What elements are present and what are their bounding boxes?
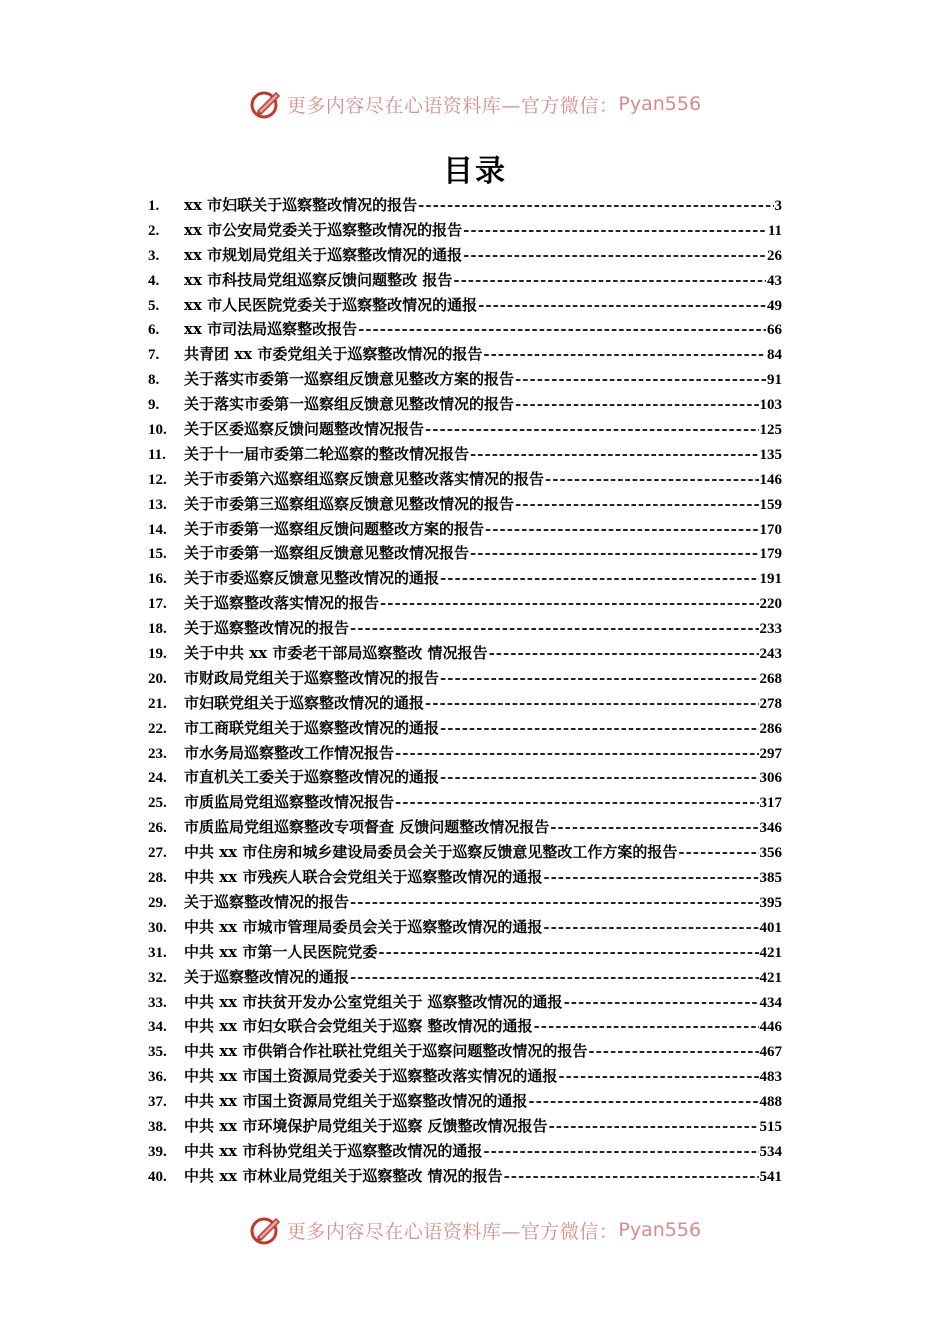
- toc-entry-number: 35.: [148, 1044, 167, 1061]
- toc-entry-page: 395: [759, 894, 782, 911]
- toc-entry-page: 286: [759, 720, 782, 737]
- toc-entry-title: 关于区委巡察反馈问题整改情况报告: [184, 420, 425, 439]
- toc-entry-page: 191: [759, 571, 782, 588]
- toc-entry-number: 39.: [148, 1143, 167, 1160]
- toc-entry-page: 346: [759, 820, 782, 837]
- toc-dot-leader: [463, 221, 767, 239]
- toc-entry-page: 220: [759, 596, 782, 613]
- toc-entry-title: 关于十一届市委第二轮巡察的整改情况报告: [184, 444, 470, 463]
- toc-entry[interactable]: [148, 1040, 782, 1065]
- toc-entry-number: 4.: [148, 272, 160, 289]
- toc-entry-number: 1.: [148, 198, 160, 214]
- toc-entry[interactable]: [148, 244, 782, 269]
- toc-entry-title: 关于落实市委第一巡察组反馈意见整改情况的报告: [184, 395, 515, 414]
- toc-entry[interactable]: [148, 468, 782, 493]
- toc-entry-page: 43: [767, 272, 782, 289]
- toc-entry-title: 共青团 xx 市委党组关于巡察整改情况的报告: [184, 345, 483, 364]
- toc-entry[interactable]: [148, 418, 782, 443]
- toc-entry[interactable]: [148, 866, 782, 891]
- toc-entry-number: 29.: [148, 894, 167, 911]
- toc-entry-number: 14.: [148, 521, 167, 538]
- toc-dot-leader: [463, 246, 766, 264]
- toc-dot-leader: [440, 569, 758, 587]
- toc-entry-title: 中共 xx 市环境保护局党组关于巡察 反馈整改情况报告: [184, 1116, 548, 1135]
- toc-entry-number: 3.: [148, 247, 160, 264]
- toc-entry-number: 16.: [148, 571, 167, 588]
- toc-dot-leader: [453, 271, 766, 289]
- toc-entry[interactable]: [148, 841, 782, 866]
- toc-entry[interactable]: [148, 642, 782, 667]
- toc-entry-number: 13.: [148, 496, 167, 513]
- toc-entry-number: 33.: [148, 994, 167, 1011]
- toc-dot-leader: [440, 768, 758, 786]
- toc-dot-leader: [558, 1067, 758, 1085]
- toc-dot-leader: [440, 719, 758, 737]
- toc-entry-number: 22.: [148, 720, 167, 737]
- toc-entry-page: 515: [759, 1118, 782, 1135]
- toc-entry-title: 关于市委第三巡察组巡察反馈意见整改情况的报告: [184, 494, 515, 513]
- toc-entry-page: 297: [759, 745, 782, 762]
- toc-entry-page: 268: [759, 670, 782, 687]
- toc-entry[interactable]: [148, 941, 782, 966]
- toc-entry-title: xx 市人民医院党委关于巡察整改情况的通报: [184, 295, 478, 314]
- banner-text: 更多内容尽在心语资料库—官方微信：: [286, 1220, 619, 1243]
- toc-entry[interactable]: [148, 294, 782, 319]
- toc-dot-leader: [489, 644, 759, 662]
- toc-entry-title: 关于市委第一巡察组反馈意见整改情况报告: [184, 544, 470, 563]
- toc-entry-page: 84: [767, 347, 782, 364]
- toc-entry-number: 27.: [148, 845, 167, 862]
- toc-entry-title: xx 市司法局巡察整改报告: [184, 320, 358, 339]
- toc-entry-number: 31.: [148, 944, 167, 961]
- toc-dot-leader: [483, 1142, 758, 1160]
- toc-entry[interactable]: [148, 966, 782, 991]
- toc-entry-number: 34.: [148, 1019, 167, 1036]
- toc-dot-leader: [504, 1167, 759, 1185]
- toc-entry[interactable]: [148, 368, 782, 393]
- toc-entry-title: 关于落实市委第一巡察组反馈意见整改方案的报告: [184, 370, 515, 389]
- header-banner: [0, 86, 950, 122]
- toc-entry-title: xx 市妇联关于巡察整改情况的报告: [184, 196, 418, 214]
- toc-entry-page: 11: [767, 222, 782, 239]
- toc-entry-title: 中共 xx 市妇女联合会党组关于巡察 整改情况的通报: [184, 1017, 533, 1036]
- toc-entry-page: 306: [759, 770, 782, 787]
- footer-banner: [0, 1212, 950, 1248]
- toc-dot-leader: [425, 420, 758, 438]
- toc-entry[interactable]: [148, 1115, 782, 1140]
- toc-entry-page: 446: [759, 1019, 782, 1036]
- toc-entry-title: 市财政局党组关于巡察整改情况的报告: [184, 668, 440, 687]
- toc-entry-number: 8.: [148, 372, 160, 389]
- toc-dot-leader: [515, 395, 758, 413]
- toc-entry-page: 421: [759, 969, 782, 986]
- toc-entry-number: 7.: [148, 347, 160, 364]
- toc-entry-page: 421: [759, 944, 782, 961]
- toc-entry[interactable]: [148, 991, 782, 1016]
- toc-entry-number: 38.: [148, 1118, 167, 1135]
- toc-entry-title: 中共 xx 市第一人民医院党委: [184, 942, 378, 961]
- toc-entry-title: 中共 xx 市供销合作社联社党组关于巡察问题整改情况的报告: [184, 1042, 588, 1061]
- toc-entry-title: 关于巡察整改情况的报告: [184, 892, 350, 911]
- toc-entry-number: 11.: [148, 446, 166, 463]
- toc-entry-title: 中共 xx 市国土资源局党组关于巡察整改情况的通报: [184, 1092, 528, 1111]
- toc-dot-leader: [395, 744, 758, 762]
- table-of-contents: [148, 194, 782, 1190]
- toc-dot-leader: [564, 993, 759, 1011]
- toc-entry-title: 中共 xx 市城市管理局委员会关于巡察整改情况的通报: [184, 917, 543, 936]
- toc-entry-title: 市质监局党组巡察整改情况报告: [184, 793, 395, 812]
- toc-entry[interactable]: [148, 1015, 782, 1040]
- toc-entry-number: 37.: [148, 1094, 167, 1111]
- toc-entry[interactable]: [148, 269, 782, 294]
- toc-dot-leader: [483, 345, 766, 363]
- toc-entry-title: xx 市公安局党委关于巡察整改情况的报告: [184, 220, 463, 239]
- toc-dot-leader: [678, 843, 758, 861]
- toc-entry[interactable]: [148, 443, 782, 468]
- toc-entry-title: 中共 xx 市住房和城乡建设局委员会关于巡察反馈意见整改工作方案的报告: [184, 843, 678, 862]
- toc-entry[interactable]: [148, 916, 782, 941]
- toc-entry[interactable]: [148, 219, 782, 244]
- toc-entry-number: 12.: [148, 471, 167, 488]
- toc-entry-page: 233: [759, 621, 782, 638]
- toc-entry-page: 434: [759, 994, 782, 1011]
- toc-entry-title: 关于市委巡察反馈意见整改情况的通报: [184, 569, 440, 588]
- toc-entry-number: 28.: [148, 870, 167, 887]
- toc-entry-page: 159: [759, 496, 782, 513]
- toc-entry[interactable]: [148, 1090, 782, 1115]
- toc-entry[interactable]: [148, 393, 782, 418]
- toc-dot-leader: [425, 694, 758, 712]
- toc-dot-leader: [350, 968, 758, 986]
- toc-entry-number: 40.: [148, 1168, 167, 1185]
- toc-entry-page: 135: [759, 446, 782, 463]
- toc-entry-page: 103: [759, 397, 782, 414]
- toc-entry-number: 5.: [148, 297, 160, 314]
- toc-entry-page: 541: [759, 1168, 782, 1185]
- toc-entry-number: 21.: [148, 695, 167, 712]
- banner-text: 更多内容尽在心语资料库—官方微信：: [286, 94, 619, 117]
- pen-logo-icon: [249, 1213, 283, 1247]
- toc-entry-title: 关于巡察整改落实情况的报告: [184, 594, 380, 613]
- toc-entry[interactable]: [148, 318, 782, 343]
- toc-entry-title: 关于中共 xx 市委老干部局巡察整改 情况报告: [184, 644, 488, 663]
- toc-dot-leader: [515, 495, 758, 513]
- toc-dot-leader: [440, 669, 758, 687]
- toc-entry-title: 中共 xx 市扶贫开发办公室党组关于 巡察整改情况的通报: [184, 992, 563, 1011]
- toc-entry-title: 中共 xx 市科协党组关于巡察整改情况的通报: [184, 1141, 483, 1160]
- toc-entry[interactable]: [148, 1065, 782, 1090]
- toc-entry-page: 385: [759, 870, 782, 887]
- toc-entry-title: 市直机关工委关于巡察整改情况的通报: [184, 768, 440, 787]
- toc-entry-page: 91: [767, 372, 782, 389]
- toc-entry[interactable]: [148, 742, 782, 767]
- toc-entry-page: 243: [759, 646, 782, 663]
- toc-dot-leader: [588, 1042, 758, 1060]
- toc-entry-title: xx 市科技局党组巡察反馈问题整改 报告: [184, 270, 453, 289]
- toc-entry-number: 32.: [148, 969, 167, 986]
- toc-dot-leader: [543, 868, 758, 886]
- toc-dot-leader: [534, 1017, 759, 1035]
- toc-entry-number: 9.: [148, 397, 160, 414]
- toc-dot-leader: [478, 296, 766, 314]
- toc-entry-number: 2.: [148, 222, 160, 239]
- toc-dot-leader: [418, 196, 773, 214]
- toc-entry-title: xx 市规划局党组关于巡察整改情况的通报: [184, 245, 463, 264]
- toc-entry-number: 30.: [148, 919, 167, 936]
- toc-entry[interactable]: [148, 1165, 782, 1190]
- page-title: 目录: [443, 154, 507, 189]
- toc-dot-leader: [528, 1092, 758, 1110]
- toc-entry-page: 66: [767, 322, 782, 339]
- toc-entry[interactable]: [148, 518, 782, 543]
- pen-logo-icon: [249, 87, 283, 121]
- banner-wechat-id: Pyan556: [618, 93, 702, 115]
- toc-entry-page: 146: [759, 471, 782, 488]
- toc-entry-number: 24.: [148, 770, 167, 787]
- toc-entry-page: 356: [759, 845, 782, 862]
- toc-entry[interactable]: [148, 791, 782, 816]
- toc-dot-leader: [350, 619, 758, 637]
- toc-entry-title: 中共 xx 市残疾人联合会党组关于巡察整改情况的通报: [184, 868, 543, 887]
- toc-entry-page: 401: [759, 919, 782, 936]
- toc-entry-number: 18.: [148, 621, 167, 638]
- toc-entry-title: 市质监局党组巡察整改专项督查 反馈问题整改情况报告: [184, 818, 550, 837]
- toc-entry[interactable]: [148, 816, 782, 841]
- toc-entry[interactable]: [148, 343, 782, 368]
- toc-entry[interactable]: [148, 493, 782, 518]
- toc-entry[interactable]: [148, 1140, 782, 1165]
- toc-entry-page: 49: [767, 297, 782, 314]
- toc-entry[interactable]: [148, 194, 782, 219]
- toc-dot-leader: [550, 818, 758, 836]
- toc-dot-leader: [380, 594, 758, 612]
- toc-dot-leader: [543, 918, 758, 936]
- toc-entry-page: 317: [759, 795, 782, 812]
- toc-entry-page: 125: [759, 422, 782, 439]
- toc-entry-page: 467: [759, 1044, 782, 1061]
- toc-entry[interactable]: [148, 717, 782, 742]
- toc-entry-page: 488: [759, 1094, 782, 1111]
- toc-entry-number: 20.: [148, 670, 167, 687]
- toc-entry[interactable]: [148, 617, 782, 642]
- toc-dot-leader: [515, 370, 766, 388]
- toc-entry-title: 中共 xx 市国土资源局党委关于巡察整改落实情况的通报: [184, 1067, 558, 1086]
- toc-entry-title: 市水务局巡察整改工作情况报告: [184, 743, 395, 762]
- toc-entry-page: 483: [759, 1069, 782, 1086]
- toc-dot-leader: [470, 445, 758, 463]
- toc-entry-title: 中共 xx 市林业局党组关于巡察整改 情况的报告: [184, 1166, 503, 1185]
- toc-dot-leader: [395, 793, 758, 811]
- toc-entry-number: 19.: [148, 646, 167, 663]
- toc-entry-page: 3: [774, 198, 782, 214]
- toc-entry-number: 23.: [148, 745, 167, 762]
- toc-entry-page: 534: [759, 1143, 782, 1160]
- toc-dot-leader: [358, 320, 766, 338]
- toc-entry-page: 278: [759, 695, 782, 712]
- toc-entry-title: 市妇联党组关于巡察整改情况的通报: [184, 693, 425, 712]
- toc-entry-number: 6.: [148, 322, 160, 339]
- toc-dot-leader: [378, 943, 758, 961]
- toc-entry-title: 关于巡察整改情况的通报: [184, 967, 350, 986]
- toc-entry-page: 26: [767, 247, 782, 264]
- toc-entry[interactable]: [148, 891, 782, 916]
- toc-entry-number: 26.: [148, 820, 167, 837]
- toc-entry-title: 市工商联党组关于巡察整改情况的通报: [184, 718, 440, 737]
- toc-entry[interactable]: [148, 766, 782, 791]
- toc-dot-leader: [470, 544, 758, 562]
- toc-entry[interactable]: [148, 592, 782, 617]
- toc-entry-number: 10.: [148, 422, 167, 439]
- toc-entry-title: 关于市委第六巡察组巡察反馈意见整改落实情况的报告: [184, 469, 545, 488]
- toc-entry[interactable]: [148, 567, 782, 592]
- toc-entry-page: 179: [759, 546, 782, 563]
- toc-dot-leader: [545, 470, 758, 488]
- toc-entry-title: 关于巡察整改情况的报告: [184, 619, 350, 638]
- toc-entry-page: 170: [759, 521, 782, 538]
- toc-entry-number: 36.: [148, 1069, 167, 1086]
- toc-entry-title: 关于市委第一巡察组反馈问题整改方案的报告: [184, 519, 485, 538]
- toc-dot-leader: [549, 1117, 759, 1135]
- toc-entry[interactable]: [148, 542, 782, 567]
- toc-entry-number: 15.: [148, 546, 167, 563]
- toc-entry-number: 25.: [148, 795, 167, 812]
- banner-wechat-id: Pyan556: [618, 1219, 702, 1241]
- toc-entry[interactable]: [148, 692, 782, 717]
- toc-dot-leader: [485, 520, 758, 538]
- toc-dot-leader: [350, 893, 758, 911]
- toc-entry-number: 17.: [148, 596, 167, 613]
- toc-entry[interactable]: [148, 667, 782, 692]
